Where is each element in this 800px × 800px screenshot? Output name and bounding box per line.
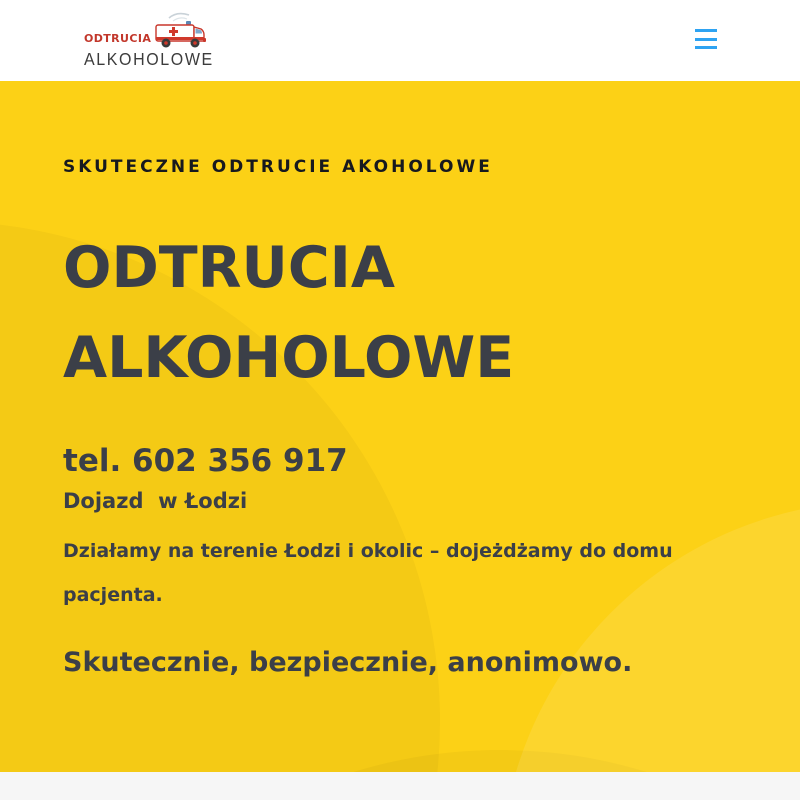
service-area-subline: Dojazd w Łodzi xyxy=(63,489,248,513)
hero-title xyxy=(63,223,737,403)
next-section-strip xyxy=(0,772,800,800)
hamburger-icon xyxy=(695,46,717,49)
background-swirl-dark-bottom xyxy=(0,750,800,772)
hero-title-line2: ALKOHOLOWE xyxy=(63,325,515,391)
hero-section xyxy=(0,81,800,772)
hamburger-icon xyxy=(695,29,717,32)
hamburger-icon xyxy=(695,38,717,41)
site-logo[interactable] xyxy=(84,10,214,68)
hero-eyebrow: SKUTECZNE ODTRUCIE AKOHOLOWE xyxy=(63,157,493,177)
logo-text-alkoholowe: ALKOHOLOWE xyxy=(84,50,214,70)
logo-text-odtrucia: ODTRUCIA xyxy=(84,32,152,45)
hamburger-menu-button[interactable] xyxy=(695,29,717,49)
hero-tagline: Skutecznie, bezpiecznie, anonimowo. xyxy=(63,647,633,678)
site-header xyxy=(0,0,800,81)
hero-title-line1: ODTRUCIA xyxy=(63,235,395,301)
hero-description: Działamy na terenie Łodzi i okolic – dojeżdżamy do domu pacjenta. xyxy=(63,540,673,606)
ambulance-icon xyxy=(153,10,209,55)
phone-number: tel. 602 356 917 xyxy=(63,443,348,479)
